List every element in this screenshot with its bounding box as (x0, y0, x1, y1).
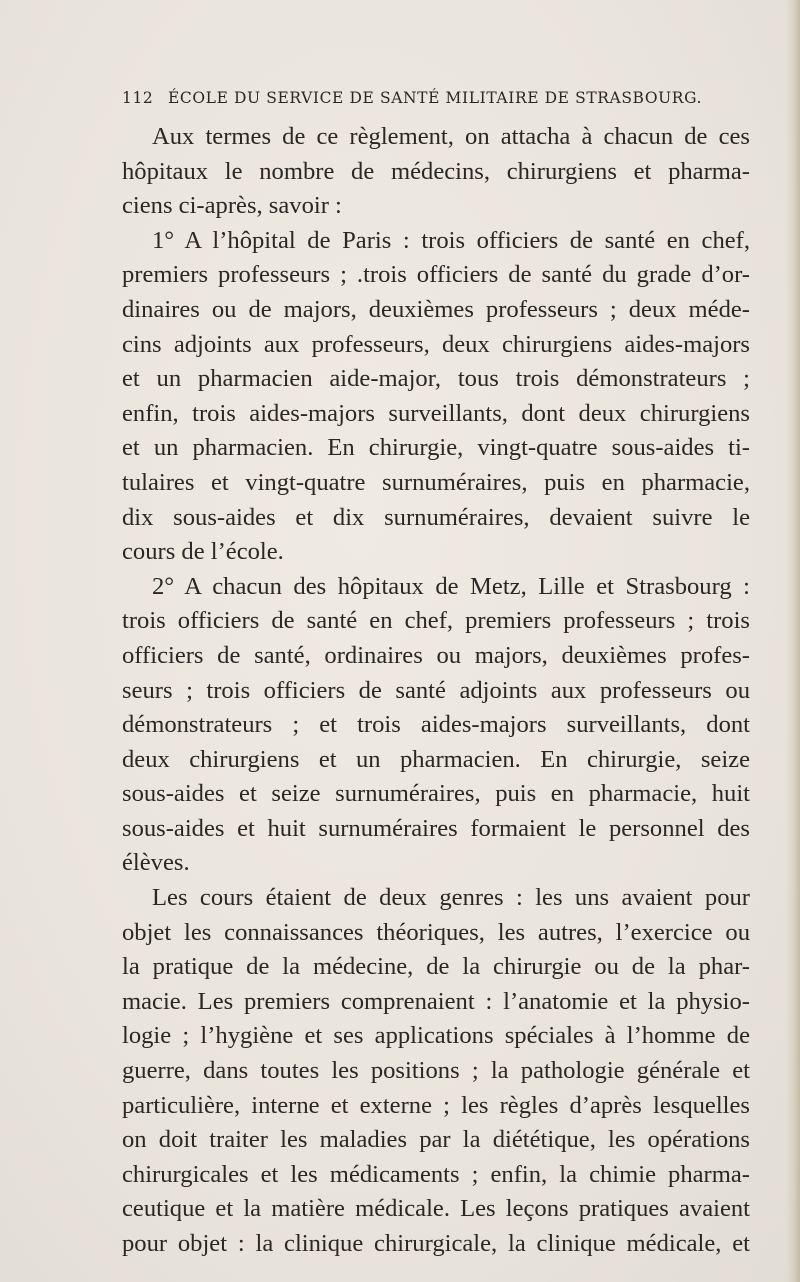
running-title: ÉCOLE DU SERVICE DE SANTÉ MILITAIRE DE STRASBOURG. (168, 89, 703, 107)
text-line: deux chirurgiens et un pharmacien. En chirurgie, seize (122, 745, 750, 773)
text-line: premiers professeurs ; .trois officiers de santé du grade d’or- (122, 261, 750, 289)
text-line: et un pharmacien. En chirurgie, vingt-quatre sous-aides ti- (122, 434, 750, 462)
text-line: Aux termes de ce règlement, on attacha à chacun de ces (152, 123, 750, 150)
text-line: pour objet : la clinique chirurgicale, la clinique médicale, et (122, 1230, 750, 1257)
text-line: 2° A chacun des hôpitaux de Metz, Lille et Strasbourg : (152, 572, 750, 600)
text-line: cins adjoints aux professeurs, deux chirurgiens aides-majors (122, 330, 750, 358)
text-line: enfin, trois aides-majors surveillants, dont deux chirurgiens (122, 399, 750, 427)
text-line: dix sous-aides et dix surnuméraires, devaient suivre le (122, 503, 750, 531)
text-line: la pratique de la médecine, de la chirurgie ou de la phar- (122, 953, 750, 981)
text-line: démonstrateurs ; et trois aides-majors surveillants, dont (122, 711, 750, 739)
text-line: ciens ci-après, savoir : (122, 192, 342, 220)
text-line: on doit traiter les maladies par la diététique, les opérations (122, 1126, 750, 1154)
text-line: chirurgicales et les médicaments ; enfin, la chimie pharma- (122, 1160, 750, 1188)
text-line: guerre, dans toutes les positions ; la pathologie générale et (122, 1057, 750, 1085)
text-line: particulière, interne et externe ; les règles d’après lesquelles (122, 1091, 750, 1119)
text-line: dinaires ou de majors, deuxièmes professeurs ; deux méde- (122, 295, 750, 323)
text-line: hôpitaux le nombre de médecins, chirurgiens et pharma- (122, 157, 750, 185)
text-line: logie ; l’hygiène et ses applications spéciales à l’homme de (122, 1022, 750, 1050)
text-line: cours de l’école. (122, 538, 284, 566)
text-line: 1° A l’hôpital de Paris : trois officiers de santé en chef, (152, 226, 750, 254)
text-line: macie. Les premiers comprenaient : l’anatomie et la physio- (122, 987, 750, 1015)
running-header (122, 86, 742, 110)
page-number: 112 (122, 89, 154, 107)
text-line: ceutique et la matière médicale. Les leçons pratiques avaient (122, 1195, 750, 1223)
text-line: sous-aides et seize surnuméraires, puis en pharmacie, huit (122, 780, 750, 808)
text-line: élèves. (122, 849, 190, 877)
text-line: sous-aides et huit surnuméraires formaient le personnel des (122, 814, 750, 842)
text-line: officiers de santé, ordinaires ou majors, deuxièmes profes- (122, 641, 750, 669)
page-edge-shadow (786, 0, 800, 1282)
body-text (122, 120, 750, 1262)
text-line: et un pharmacien aide-major, tous trois démonstrateurs ; (122, 365, 750, 393)
text-line: tulaires et vingt-quatre surnuméraires, puis en pharmacie, (122, 468, 750, 496)
text-line: objet les connaissances théoriques, les autres, l’exercice ou (122, 918, 750, 946)
text-line: seurs ; trois officiers de santé adjoints aux professeurs ou (122, 676, 750, 704)
text-line: trois officiers de santé en chef, premiers professeurs ; trois (122, 607, 750, 635)
text-line: Les cours étaient de deux genres : les uns avaient pour (152, 884, 750, 912)
